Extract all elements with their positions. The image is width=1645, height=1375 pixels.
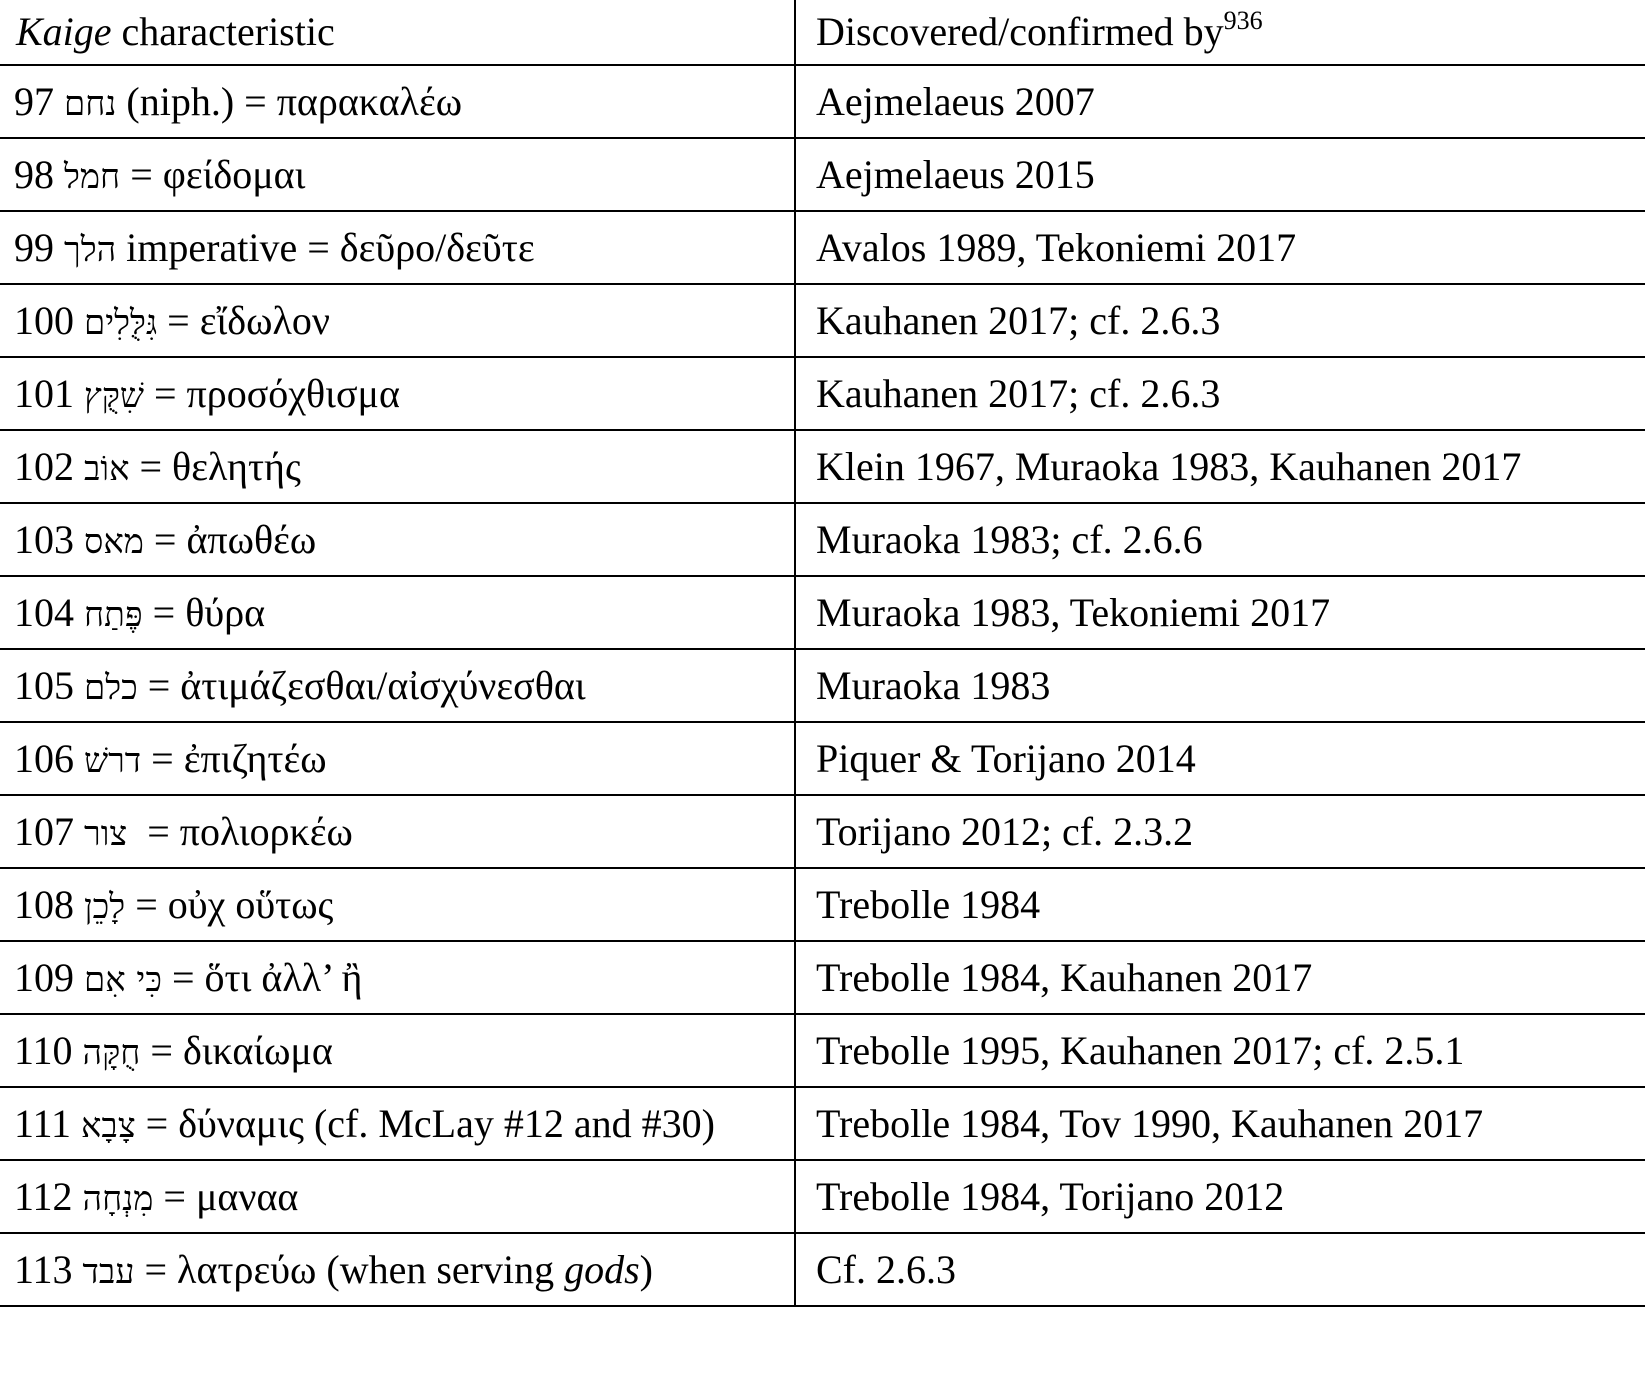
greek-equivalent: = προσόχθισμα <box>143 370 400 416</box>
greek-equivalent: = δικαίωμα <box>140 1027 333 1073</box>
table-row <box>0 1233 1645 1306</box>
characteristic-cell <box>0 430 795 503</box>
row-number: 98 <box>14 151 54 197</box>
hebrew-term: כִּי אִם <box>84 959 162 1000</box>
closing-text: ) <box>639 1246 653 1292</box>
greek-equivalent: = οὐχ οὕτως <box>125 881 334 927</box>
greek-equivalent: = ἀτιμάζεσθαι/αἰσχύνεσθαι <box>137 662 586 708</box>
table-body <box>0 65 1645 1306</box>
source-cell: Aejmelaeus 2015 <box>795 138 1645 211</box>
characteristic-cell <box>0 868 795 941</box>
row-number: 106 <box>14 735 74 781</box>
greek-equivalent: = λατρεύω (when serving <box>134 1246 565 1292</box>
italic-note: gods <box>564 1246 640 1292</box>
row-number: 97 <box>14 78 54 124</box>
source-cell: Cf. 2.6.3 <box>795 1233 1645 1306</box>
greek-equivalent: = μαναα <box>153 1173 299 1219</box>
table-row <box>0 649 1645 722</box>
hebrew-term: כלם <box>84 667 138 708</box>
source-cell: Trebolle 1984, Tov 1990, Kauhanen 2017 <box>795 1087 1645 1160</box>
hebrew-term: לָכֵן <box>84 886 126 927</box>
header-row <box>0 0 1645 65</box>
source-cell: Muraoka 1983; cf. 2.6.6 <box>795 503 1645 576</box>
characteristic-cell <box>0 1160 795 1233</box>
greek-equivalent: = ἐπιζητέω <box>141 735 327 781</box>
source-cell: Torijano 2012; cf. 2.3.2 <box>795 795 1645 868</box>
row-number: 110 <box>14 1027 73 1073</box>
source-cell: Klein 1967, Muraoka 1983, Kauhanen 2017 <box>795 430 1645 503</box>
hebrew-term: דרשׁ <box>84 740 142 781</box>
characteristic-cell <box>0 722 795 795</box>
greek-equivalent: (niph.) = παρακαλέω <box>116 78 463 124</box>
row-number: 103 <box>14 516 74 562</box>
table-row <box>0 941 1645 1014</box>
source-cell: Trebolle 1984, Torijano 2012 <box>795 1160 1645 1233</box>
characteristic-cell <box>0 1233 795 1306</box>
characteristic-cell <box>0 65 795 138</box>
hebrew-term: עבד <box>82 1251 135 1292</box>
greek-equivalent: = πολιορκέω <box>127 808 353 854</box>
footnote-marker: 936 <box>1223 6 1263 35</box>
row-number: 111 <box>14 1100 72 1146</box>
table-row <box>0 284 1645 357</box>
source-cell: Trebolle 1995, Kauhanen 2017; cf. 2.5.1 <box>795 1014 1645 1087</box>
source-cell: Piquer & Torijano 2014 <box>795 722 1645 795</box>
hebrew-term: חֻקָּה <box>82 1032 141 1073</box>
greek-equivalent: imperative = δεῦρο/δεῦτε <box>116 224 535 270</box>
hebrew-term: אוֹב <box>84 448 130 489</box>
greek-equivalent: = δύναμις (cf. McLay #12 and #30) <box>135 1100 715 1146</box>
source-cell: Avalos 1989, Tekoniemi 2017 <box>795 211 1645 284</box>
table-row <box>0 1014 1645 1087</box>
table-row <box>0 211 1645 284</box>
characteristic-cell <box>0 138 795 211</box>
table-row <box>0 868 1645 941</box>
hebrew-term: נחם <box>64 83 117 124</box>
hebrew-term: הלך <box>64 229 117 270</box>
table-row <box>0 1160 1645 1233</box>
characteristic-cell <box>0 211 795 284</box>
row-number: 107 <box>14 808 74 854</box>
characteristic-cell <box>0 503 795 576</box>
table-row <box>0 1087 1645 1160</box>
header-discovered-text: Discovered/confirmed by <box>816 9 1224 54</box>
row-number: 102 <box>14 443 74 489</box>
header-italic-word: Kaige <box>16 9 112 54</box>
row-number: 109 <box>14 954 74 1000</box>
source-cell: Aejmelaeus 2007 <box>795 65 1645 138</box>
characteristic-cell <box>0 795 795 868</box>
row-number: 108 <box>14 881 74 927</box>
row-number: 100 <box>14 297 74 343</box>
table-row <box>0 503 1645 576</box>
source-cell: Trebolle 1984, Kauhanen 2017 <box>795 941 1645 1014</box>
hebrew-term: מִנְחָה <box>82 1178 154 1219</box>
greek-equivalent: = θελητής <box>129 443 301 489</box>
greek-equivalent: = εἴδωλον <box>157 297 330 343</box>
characteristic-cell <box>0 1087 795 1160</box>
source-cell: Kauhanen 2017; cf. 2.6.3 <box>795 357 1645 430</box>
hebrew-term: צָבָא <box>81 1105 136 1146</box>
row-number: 113 <box>14 1246 73 1292</box>
characteristic-cell <box>0 357 795 430</box>
row-number: 104 <box>14 589 74 635</box>
characteristic-cell <box>0 576 795 649</box>
greek-equivalent: = ὅτι ἀλλ’ ἢ <box>161 954 363 1000</box>
table-row <box>0 430 1645 503</box>
table-row <box>0 795 1645 868</box>
characteristic-cell <box>0 649 795 722</box>
characteristic-cell <box>0 1014 795 1087</box>
table-row <box>0 138 1645 211</box>
row-number: 105 <box>14 662 74 708</box>
header-characteristic <box>0 0 795 65</box>
greek-equivalent: = θύρα <box>142 589 266 635</box>
source-cell: Kauhanen 2017; cf. 2.6.3 <box>795 284 1645 357</box>
source-cell: Muraoka 1983 <box>795 649 1645 722</box>
source-cell: Trebolle 1984 <box>795 868 1645 941</box>
header-characteristic-text: characteristic <box>111 9 335 54</box>
header-discovered-by <box>795 0 1645 65</box>
hebrew-term: צור <box>84 813 128 854</box>
table-row <box>0 576 1645 649</box>
hebrew-term: פֶּתַח <box>84 594 143 635</box>
hebrew-term: גִּלֻּלִים <box>84 302 158 343</box>
row-number: 101 <box>14 370 74 416</box>
characteristic-cell <box>0 941 795 1014</box>
table-row <box>0 357 1645 430</box>
greek-equivalent: = φείδομαι <box>120 151 306 197</box>
table-row <box>0 65 1645 138</box>
row-number: 99 <box>14 224 54 270</box>
source-cell: Muraoka 1983, Tekoniemi 2017 <box>795 576 1645 649</box>
hebrew-term: שִׁקֻּץ <box>84 375 144 416</box>
greek-equivalent: = ἀπωθέω <box>143 516 317 562</box>
table-row <box>0 722 1645 795</box>
row-number: 112 <box>14 1173 73 1219</box>
hebrew-term: חמל <box>64 156 121 197</box>
characteristic-cell <box>0 284 795 357</box>
hebrew-term: מאס <box>84 521 144 562</box>
